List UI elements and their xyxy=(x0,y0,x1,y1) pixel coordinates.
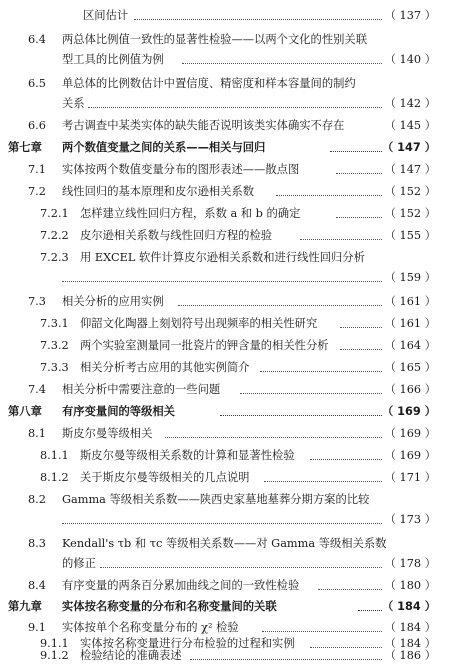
toc-entry-title-line2: 的修正 xyxy=(62,557,96,570)
dot-leader xyxy=(182,63,382,64)
toc-entry-title: 关于斯皮尔曼等级相关的几点说明 xyxy=(80,471,250,484)
toc-entry-page: （ 145 ） xyxy=(384,119,436,132)
dot-leader xyxy=(310,459,382,460)
toc-entry-title: 相关分析中需要注意的一些问题 xyxy=(62,383,221,396)
toc-entry-number: 7.2.3 xyxy=(40,251,69,264)
toc-entry xyxy=(0,648,450,664)
toc-entry-page: （ 137 ） xyxy=(384,9,436,22)
toc-chapter-number: 第九章 xyxy=(8,600,42,613)
toc-entry-title-line2: 型工具的比例值为例 xyxy=(62,53,164,66)
dot-leader xyxy=(336,173,382,174)
toc-entry-title: 仰韶文化陶器上刻划符号出现频率的相关性研究 xyxy=(80,317,318,330)
dot-leader xyxy=(62,523,382,524)
toc-entry-title: Kendall's τb 和 τc 等级相关系数——对 Gamma 等级相关系数 xyxy=(62,537,387,550)
toc-entry-page: （ 186 ） xyxy=(384,649,436,662)
dot-leader xyxy=(340,349,382,350)
toc-entry-page: （ 161 ） xyxy=(384,317,436,330)
toc-entry xyxy=(0,470,450,486)
toc-entry-page: （ 161 ） xyxy=(384,295,436,308)
dot-leader xyxy=(220,415,382,416)
dot-leader xyxy=(358,610,382,611)
toc-chapter-title: 有序变量间的等级相关 xyxy=(62,405,175,418)
toc-entry-title: 用 EXCEL 软件计算皮尔逊相关系数和进行线性回归分析 xyxy=(80,251,365,264)
toc-entry-title: 怎样建立线性回归方程，系数 a 和 b 的确定 xyxy=(80,207,301,220)
toc-entry xyxy=(0,338,450,354)
toc-chapter xyxy=(0,599,450,615)
dot-leader xyxy=(88,107,382,108)
toc-entry-page: （ 169 ） xyxy=(384,427,436,440)
toc-entry-title: 实体按名称变量进行分布检验的过程和实例 xyxy=(80,637,295,650)
toc-entry-page: （ 180 ） xyxy=(384,579,436,592)
toc-entry xyxy=(0,206,450,222)
toc-entry-title: 相关分析考古应用的其他实例简介 xyxy=(80,361,250,374)
toc-entry xyxy=(0,32,450,48)
toc-entry-continuation xyxy=(0,556,450,572)
dot-leader xyxy=(340,327,382,328)
toc-entry-number: 7.3.2 xyxy=(40,339,69,352)
toc-entry-continuation xyxy=(0,270,450,286)
toc-entry-number: 7.1 xyxy=(28,163,46,176)
toc-entry-page: （ 147 ） xyxy=(381,141,436,154)
toc-chapter-title: 两个数值变量之间的关系——相关与回归 xyxy=(62,141,266,154)
toc-entry-title: 检验结论的准确表述 xyxy=(80,649,182,662)
toc-entry-title: 皮尔逊相关系数与线性回归方程的检验 xyxy=(80,229,273,242)
toc-entry-number: 8.1.1 xyxy=(40,449,69,462)
toc-chapter-number: 第八章 xyxy=(8,405,42,418)
toc-entry-page: （ 171 ） xyxy=(384,471,436,484)
dot-leader xyxy=(190,659,382,660)
toc-entry-number: 6.4 xyxy=(28,33,46,46)
toc-entry-number: 8.3 xyxy=(28,537,46,550)
toc-entry xyxy=(0,162,450,178)
toc-entry-title: 有序变量的两条百分累加曲线之间的一致性检验 xyxy=(62,579,300,592)
toc-entry-number: 9.1.1 xyxy=(40,637,69,650)
toc-entry xyxy=(0,426,450,442)
toc-entry xyxy=(0,76,450,92)
toc-entry-continuation xyxy=(0,512,450,528)
toc-entry-title: 区间估计 xyxy=(83,9,129,22)
dot-leader xyxy=(134,19,382,20)
dot-leader xyxy=(100,567,382,568)
toc-entry xyxy=(0,360,450,376)
toc-entry-number: 9.1 xyxy=(28,621,46,634)
toc-entry-number: 6.6 xyxy=(28,119,46,132)
toc-chapter xyxy=(0,404,450,420)
toc-entry-title-line2: 关系 xyxy=(62,97,85,110)
toc-entry-page: （ 147 ） xyxy=(384,163,436,176)
toc-entry-page: （ 169 ） xyxy=(381,405,436,418)
dot-leader xyxy=(178,305,382,306)
toc-entry-page: （ 166 ） xyxy=(384,383,436,396)
toc-entry-title: 两个实验室测量同一批瓷片的钾含量的相关性分析 xyxy=(80,339,329,352)
toc-entry-number: 7.2.1 xyxy=(40,207,69,220)
toc-entry-page: （ 178 ） xyxy=(384,557,436,570)
toc-entry-page: （ 173 ） xyxy=(384,513,436,526)
toc-entry-number: 6.5 xyxy=(28,77,46,90)
toc-chapter xyxy=(0,140,450,156)
toc-entry-title: 相关分析的应用实例 xyxy=(62,295,164,308)
toc-entry-page: （ 140 ） xyxy=(384,53,436,66)
toc-entry-page: （ 169 ） xyxy=(384,449,436,462)
dot-leader xyxy=(300,239,382,240)
dot-leader xyxy=(165,437,382,438)
toc-entry xyxy=(0,184,450,200)
toc-entry-number: 9.1.2 xyxy=(40,649,69,662)
toc-entry-number: 7.3.3 xyxy=(40,361,69,374)
toc-entry-page: （ 152 ） xyxy=(384,207,436,220)
toc-entry-number: 8.1.2 xyxy=(40,471,69,484)
toc-entry xyxy=(0,382,450,398)
toc-entry xyxy=(0,578,450,594)
toc-entry-title: 单总体的比例数估计中置信度、精密度和样本容量间的制约 xyxy=(62,77,356,90)
toc-entry-number: 7.2.2 xyxy=(40,229,69,242)
toc-entry-number: 8.2 xyxy=(28,493,46,506)
toc-entry-title: 线性回归的基本原理和皮尔逊相关系数 xyxy=(62,185,255,198)
toc-entry xyxy=(0,620,450,636)
toc-entry-page: （ 184 ） xyxy=(381,600,436,613)
toc-entry-title: 实体按单个名称变量分布的 χ² 检验 xyxy=(62,621,239,634)
toc-entry xyxy=(0,294,450,310)
toc-chapter-title: 实体按名称变量的分布和名称变量间的关联 xyxy=(62,600,277,613)
toc-entry-title: Gamma 等级相关系数——陕西史家墓地墓葬分期方案的比较 xyxy=(62,493,370,506)
toc-entry xyxy=(0,448,450,464)
toc-entry-page: （ 155 ） xyxy=(384,229,436,242)
toc-entry-page: （ 165 ） xyxy=(384,361,436,374)
toc-entry-number: 7.3.1 xyxy=(40,317,69,330)
toc-entry-number: 7.2 xyxy=(28,185,46,198)
toc-entry-title: 斯皮尔曼等级相关 xyxy=(62,427,153,440)
toc-entry xyxy=(0,316,450,332)
toc-entry-page: （ 184 ） xyxy=(384,637,436,650)
toc-entry-page: （ 164 ） xyxy=(384,339,436,352)
dot-leader xyxy=(318,589,382,590)
toc-entry xyxy=(0,250,450,266)
dot-leader xyxy=(260,371,382,372)
toc-entry-continuation xyxy=(0,52,450,68)
dot-leader xyxy=(62,281,382,282)
dot-leader xyxy=(276,195,382,196)
toc-entry-number: 7.4 xyxy=(28,383,46,396)
dot-leader xyxy=(264,481,382,482)
dot-leader xyxy=(262,631,382,632)
toc-entry-title: 考古调查中某类实体的缺失能否说明该类实体确实不存在 xyxy=(62,119,345,132)
dot-leader xyxy=(336,217,382,218)
toc-entry-number: 8.4 xyxy=(28,579,46,592)
toc-entry-page: （ 142 ） xyxy=(384,97,436,110)
toc-entry xyxy=(0,8,450,24)
toc-entry xyxy=(0,536,450,552)
toc-entry-page: （ 184 ） xyxy=(384,621,436,634)
toc-entry xyxy=(0,492,450,508)
toc-entry-continuation xyxy=(0,96,450,112)
toc-entry-title: 斯皮尔曼等级相关系数的计算和显著性检验 xyxy=(80,449,295,462)
toc-chapter-number: 第七章 xyxy=(8,141,42,154)
toc-entry-number: 8.1 xyxy=(28,427,46,440)
dot-leader xyxy=(330,151,382,152)
toc-entry-page: （ 152 ） xyxy=(384,185,436,198)
toc-entry-page: （ 159 ） xyxy=(384,271,436,284)
dot-leader xyxy=(240,393,382,394)
toc-entry xyxy=(0,118,450,134)
toc-entry xyxy=(0,228,450,244)
toc-entry-title: 实体按两个数值变量分布的图形表述——散点图 xyxy=(62,163,300,176)
toc-entry-number: 7.3 xyxy=(28,295,46,308)
toc-entry-title: 两总体比例值一致性的显著性检验——以两个文化的性别关联 xyxy=(62,33,368,46)
